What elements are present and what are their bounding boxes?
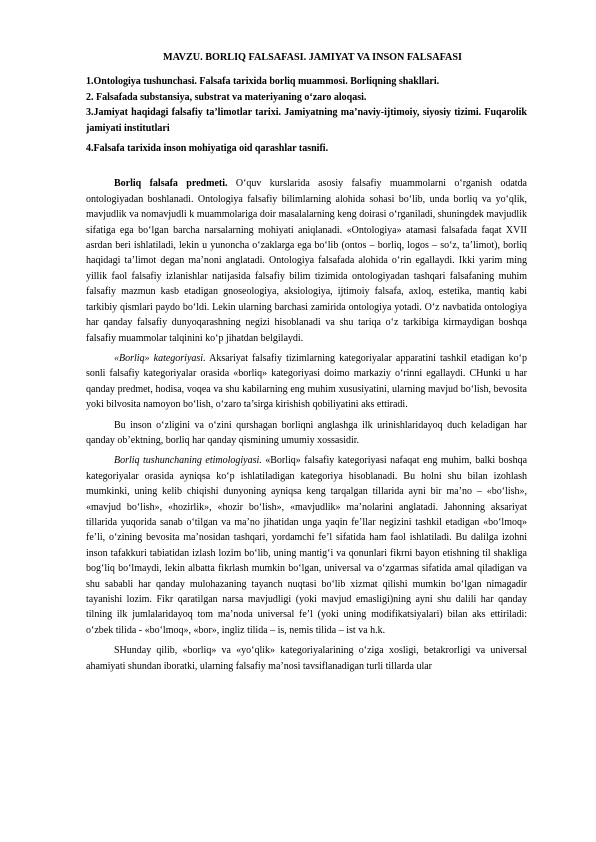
outline-item: 3.Jamiyat haqidagi falsafiy ta’limotlar tarixi. Jamiyatning ma’naviy-ijtimoiy, siyosiy tizimi. Fuqarolik jamiyati institutlari [86,107,527,134]
paragraph [86,453,527,638]
paragraph-lead: Borliq tushunchaning etimologiyasi. [114,455,262,467]
document-body [86,176,527,674]
outline-item: 1.Ontologiya tushunchasi. Falsafa tarixida borliq muammosi. Borliqning shakllari. [86,76,440,88]
document-page [86,50,527,674]
paragraph-lead: «Borliq» kategoriyasi. [114,352,206,364]
paragraph [86,176,527,345]
topic-outline [86,74,527,156]
paragraph [86,643,527,674]
paragraph-text: O‘quv kurslarida asosiy falsafiy muammolarni o‘rganish odatda ontologiyadan boshlanadi. Ontologiya falsafiy bilimlarning alohida sohasi bo‘lib, unda borliq va yo‘qlik, mavjudlik va nomavjudli k muammolariga doir masalalarning keng doirasi o‘rganiladi, shuningdek mavjudlik sifatiga ega bo‘lgan barcha narsalarning mohiyati aniqlanadi. «Ontologiya» atamasi falsafada faqat XVII asrdan beri ishlatiladi, lekin u yunoncha o‘zaklarga ega bo‘lib (ontos – borliq, logos – so‘z, ta’limot), borliq haqidagi ta’limot degan ma’noni anglatadi. Ontologiya falsafada alohida o‘rin egallaydi. Ikki yarim ming yillik faol falsafiy izlanishlar natijasida falsafiy bilim tizimida ontologiyadan tashqari falsafaning muhim falsafiy mazmun kasb etadigan gnoseologiya, aksiologiya, ijtimoiy falsafa, axloq, estetika, mantiq kabi tarkibiy qismlari paydo bo‘ldi. Lekin ularning barchasi zamirida ontologiya yotadi. O‘z navbatida ontologiya har qanday falsafiy dunyoqarashning negizi hisoblanadi va shu tariqa o‘z tarkibiga kirmaydigan boshqa falsafiy muammolar talqinini ko‘p jihatdan belgilaydi. [86,178,527,344]
paragraph-text: SHunday qilib, «borliq» va «yo‘qlik» kategoriyalarining o‘ziga xosligi, betakrorligi va universal ahamiyati shundan iboratki, ularning falsafiy ma’nosi tavsiflanadigan turli tillarda ular [86,645,527,672]
paragraph-text: Bu inson o‘zligini va o‘zini qurshagan borliqni anglashga ilk urinishlaridayoq duch keladigan har qanday ob’ektning, borliq har qanday qismining umumiy xossasidir. [86,419,527,446]
outline-item: 2. Falsafada substansiya, substrat va materiyaning o‘zaro aloqasi. [86,91,367,103]
outline-item: 4.Falsafa tarixida inson mohiyatiga oid qarashlar tasnifi. [86,143,329,155]
paragraph-lead: Borliq falsafa predmeti. [114,178,228,190]
paragraph [86,351,527,413]
paragraph [86,418,527,449]
paragraph-text: Aksariyat falsafiy tizimlarning kategoriyalar apparatini tashkil etadigan ko‘p sonli falsafiy kategoriyalar orasida «borliq» kategoriyasi doimo markaziy o‘rinni egallaydi. CHunki u har qanday predmet, hodisa, voqea va shu kabilarning eng muhim xususiyatini, ularning mavjud bo‘lish, bevosita yoki bilvosita namoyon bo‘lish, o‘zaro ta’sirga kirishish qobiliyatini aks ettiradi. [86,352,527,411]
document-title: MAVZU. BORLIQ FALSAFASI. JAMIYAT VA INSON FALSAFASI [162,52,463,63]
paragraph-text: «Borliq» falsafiy kategoriyasi nafaqat eng muhim, balki boshqa kategoriyalar orasida ayniqsa ko‘p ishlatiladigan kategoriya hisoblanadi. Bu holni shu bilan izohlash mumkinki, uning kelib chiqishi dunyoning ayniqsa keng tarqalgan tillarida ayni bir ma’no – «bo‘lish», «mavjud bo‘lish», «hozirlik», «hozir bo‘lish», «mavjudlik» ma’nolarini anglatadi. Jahonning aksariyat tillarida yuqorida sanab o‘tilgan va ma’no jihatidan unga yaqin fe’llar negizini tashkil etadigan «bo‘lmoq» fe’li, o‘zining bevosita ma’nosidan tashqari, yordamchi fe’l sifatida ham faol ishlatiladi. Bu dalilga izohni inson tafakkuri tabiatidan izlash lozim bo‘lib, uning mantig‘i va qonunlari fikrni bayon etishning til shakliga bog‘liq bo‘lmaydi, lekin albatta fikrlash mumkin bo‘lgan, universal va o‘zgarmas sifatida amal qiladigan va shu sababli har qanday mulohazaning tayanch nuqtasi bo‘lib xizmat qilishi mumkin bo‘lgan nimagadir tayanishi lozim. Fikr qaratilgan narsa mavjudligi (yoki mavjud emasligi)ning ayni shu dalili har qanday tilning ilk jumlalaridayoq tom ma’noda universal fe’l (yoki uning modifikatsiyalari) bilan aks ettiriladi: o‘zbek tilida - «bo‘lmoq», «bor», ingliz tilida – is, nemis tilida – ist va h.k. [86,455,528,636]
